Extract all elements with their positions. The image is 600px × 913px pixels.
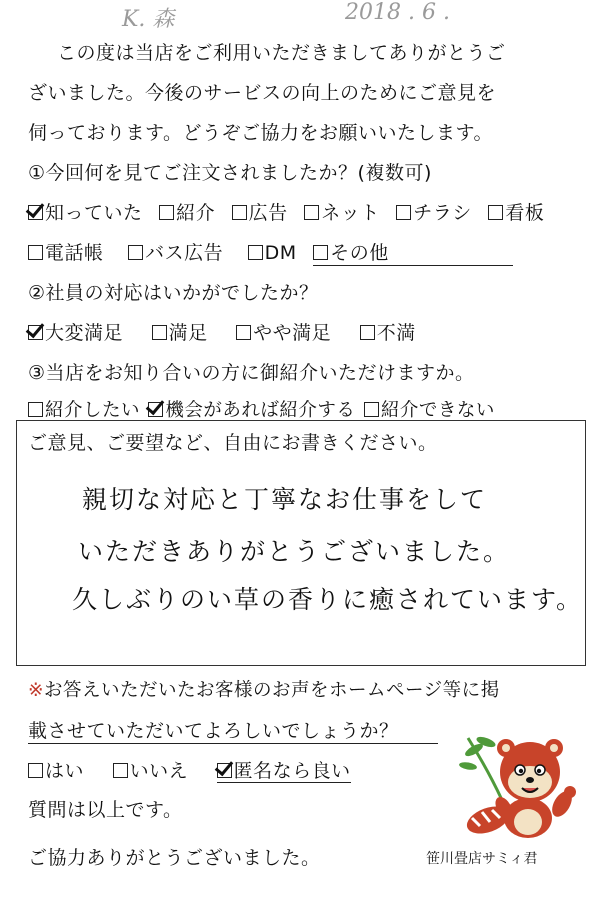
q1-option-flyer[interactable]: チラシ <box>396 202 472 224</box>
checkbox[interactable] <box>113 763 128 778</box>
checkbox-checked[interactable] <box>217 763 232 778</box>
q2-option-very-satisfied[interactable]: 大変満足 <box>28 322 123 344</box>
checkbox[interactable] <box>304 205 319 220</box>
q2-option-somewhat-satisfied[interactable]: やや満足 <box>236 322 331 344</box>
q1-options-row2 <box>28 238 523 266</box>
intro-line-3: 伺っております。どうぞご協力をお願いいたします。 <box>28 122 493 144</box>
comment-line-1: 親切な対応と丁寧なお仕事をして <box>82 485 488 514</box>
checkbox[interactable] <box>488 205 503 220</box>
q1-option-ad[interactable]: 広告 <box>232 202 288 224</box>
permission-option-no[interactable]: いいえ <box>113 760 189 782</box>
checkbox-checked[interactable] <box>148 402 163 417</box>
checkbox[interactable] <box>28 245 43 260</box>
permission-line-1: ※お答えいただいたお客様のお声をホームページ等に掲 <box>28 680 500 701</box>
q1-option-sign[interactable]: 看板 <box>488 202 544 224</box>
closing-line-1: 質問は以上です。 <box>28 799 183 821</box>
q1-option-knew[interactable]: 知っていた <box>28 202 143 224</box>
checkbox-checked[interactable] <box>28 205 43 220</box>
checkbox[interactable] <box>232 205 247 220</box>
checkbox[interactable] <box>28 763 43 778</box>
permission-line-2: 載させていただいてよろしいでしょうか？ <box>28 716 438 744</box>
permission-options <box>28 756 361 783</box>
q2-options <box>28 318 426 345</box>
q3-question: ③当店をお知り合いの方に御紹介いただけますか。 <box>28 362 475 384</box>
comments-prompt: ご意見、ご要望など、自由にお書きください。 <box>28 432 438 454</box>
q1-option-other[interactable]: その他 <box>313 238 513 266</box>
q3-option-cannot-refer[interactable]: 紹介できない <box>364 400 495 421</box>
q3-options <box>28 396 495 422</box>
intro-line-1: この度は当店をご利用いただきましてありがとうご <box>57 42 506 64</box>
checkbox[interactable] <box>128 245 143 260</box>
q1-option-bus-ad[interactable]: バス広告 <box>128 242 223 264</box>
q3-option-refer-if-chance[interactable]: 機会があれば紹介する <box>148 400 355 421</box>
q1-option-dm[interactable]: DM <box>248 242 297 264</box>
q1-option-phonebook[interactable]: 電話帳 <box>28 242 104 264</box>
checkbox[interactable] <box>28 402 43 417</box>
permission-option-anonymous[interactable]: 匿名なら良い <box>217 760 351 783</box>
checkbox[interactable] <box>248 245 263 260</box>
permission-text-1: お答えいただいたお客様のお声をホームページ等に掲 <box>44 680 500 701</box>
checkbox[interactable] <box>364 402 379 417</box>
q1-question: ①今回何を見てご注文されましたか？(複数可) <box>28 162 432 184</box>
checkbox[interactable] <box>236 325 251 340</box>
permission-option-yes[interactable]: はい <box>28 760 84 782</box>
mascot-raccoon-icon <box>458 730 588 842</box>
q1-option-net[interactable]: ネット <box>304 202 380 224</box>
q1-option-referral[interactable]: 紹介 <box>159 202 215 224</box>
q3-option-want-refer[interactable]: 紹介したい <box>28 400 140 421</box>
checkbox[interactable] <box>396 205 411 220</box>
handwritten-name: K. 森 <box>122 7 175 32</box>
q2-question: ②社員の対応はいかがでしたか？ <box>28 282 319 304</box>
closing-line-2: ご協力ありがとうございました。 <box>28 847 321 869</box>
comment-line-3: 久しぶりのい草の香りに癒されています。 <box>72 585 584 614</box>
q1-options-row1 <box>28 198 554 225</box>
checkbox[interactable] <box>152 325 167 340</box>
checkbox[interactable] <box>360 325 375 340</box>
intro-line-2: ざいました。今後のサービスの向上のためにご意見を <box>28 82 497 104</box>
mascot-caption: 笹川畳店サミィ君 <box>426 851 538 867</box>
handwritten-date: 2018 . 6 . <box>345 0 450 25</box>
checkbox-checked[interactable] <box>28 325 43 340</box>
comment-line-2: いただきありがとうございました。 <box>78 537 511 566</box>
checkbox[interactable] <box>313 245 328 260</box>
q2-option-unsatisfied[interactable]: 不満 <box>360 322 416 344</box>
q2-option-satisfied[interactable]: 満足 <box>152 322 208 344</box>
checkbox[interactable] <box>159 205 174 220</box>
